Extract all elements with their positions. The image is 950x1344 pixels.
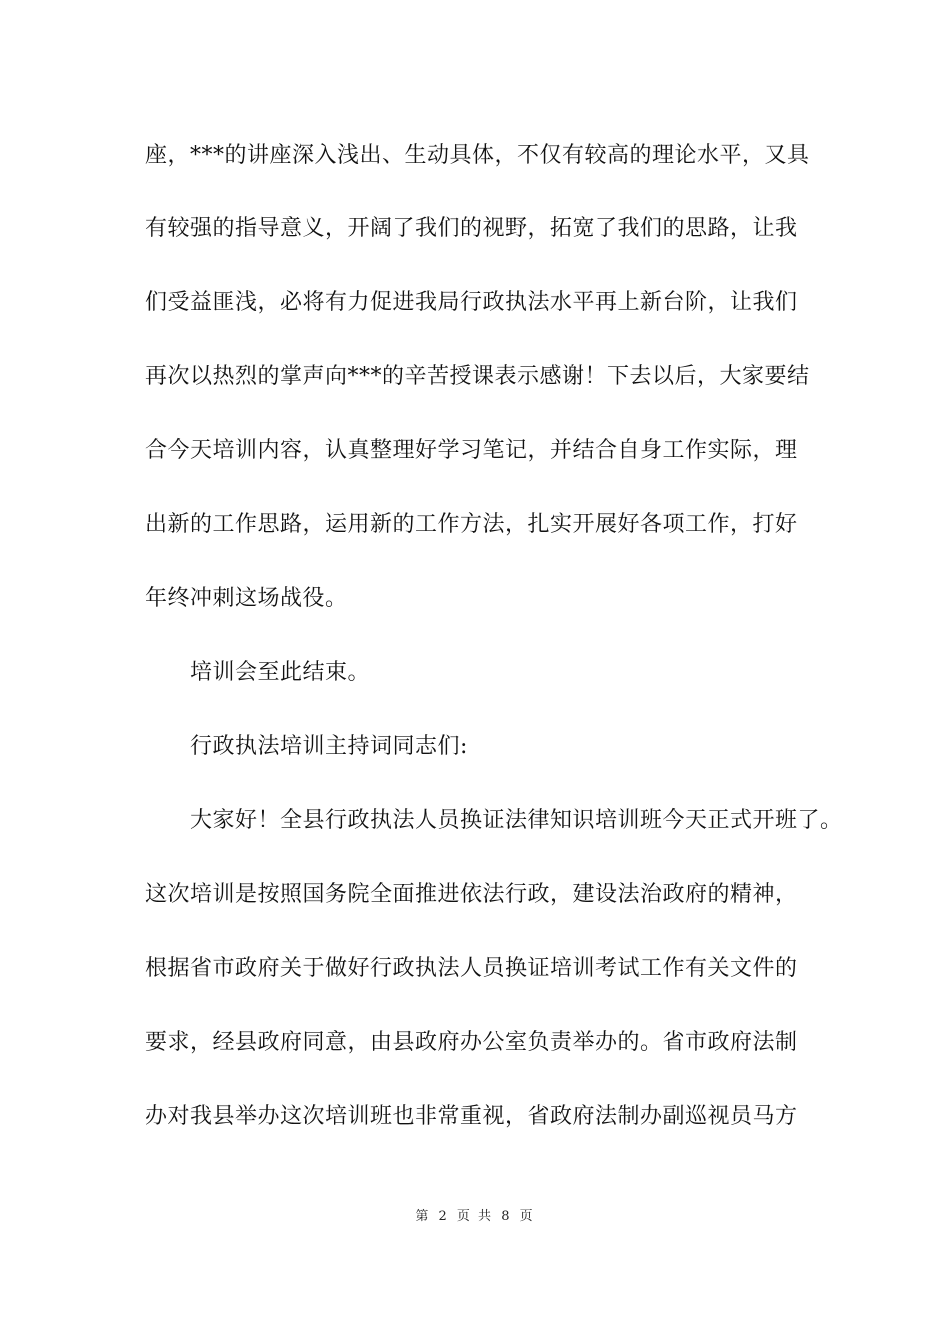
page-footer — [0, 1207, 950, 1227]
footer-middle: 页 共 — [456, 1209, 494, 1224]
paragraph-line: 培训会至此结束。 — [190, 660, 371, 685]
text-line: 再次以热烈的掌声向***的辛苦授课表示感谢！下去以后，大家要结 — [145, 364, 810, 389]
text-line: 合今天培训内容，认真整理好学习笔记，并结合自身工作实际，理 — [145, 438, 798, 463]
text-line: 出新的工作思路，运用新的工作方法，扎实开展好各项工作，打好 — [145, 512, 798, 537]
paragraph-line: 行政执法培训主持词同志们: — [190, 734, 468, 759]
text-line: 要求，经县政府同意，由县政府办公室负责举办的。省市政府法制 — [145, 1030, 798, 1055]
text-line: 们受益匪浅，必将有力促进我局行政执法水平再上新台阶，让我们 — [145, 290, 798, 315]
current-page-number: 2 — [438, 1209, 449, 1224]
text-line: 座，***的讲座深入浅出、生动具体，不仅有较高的理论水平，又具 — [145, 143, 810, 168]
footer-prefix: 第 — [415, 1209, 431, 1224]
paragraph-line: 大家好！全县行政执法人员换证法律知识培训班今天正式开班了。 — [190, 808, 843, 833]
text-line: 这次培训是按照国务院全面推进依法行政，建设法治政府的精神， — [145, 882, 798, 907]
text-line: 有较强的指导意义，开阔了我们的视野，拓宽了我们的思路，让我 — [145, 216, 798, 241]
total-pages-number: 8 — [501, 1209, 512, 1224]
text-line: 根据省市政府关于做好行政执法人员换证培训考试工作有关文件的 — [145, 956, 798, 981]
footer-suffix: 页 — [519, 1209, 535, 1224]
text-line: 年终冲刺这场战役。 — [145, 586, 348, 611]
text-line: 办对我县举办这次培训班也非常重视，省政府法制办副巡视员马方 — [145, 1104, 798, 1129]
